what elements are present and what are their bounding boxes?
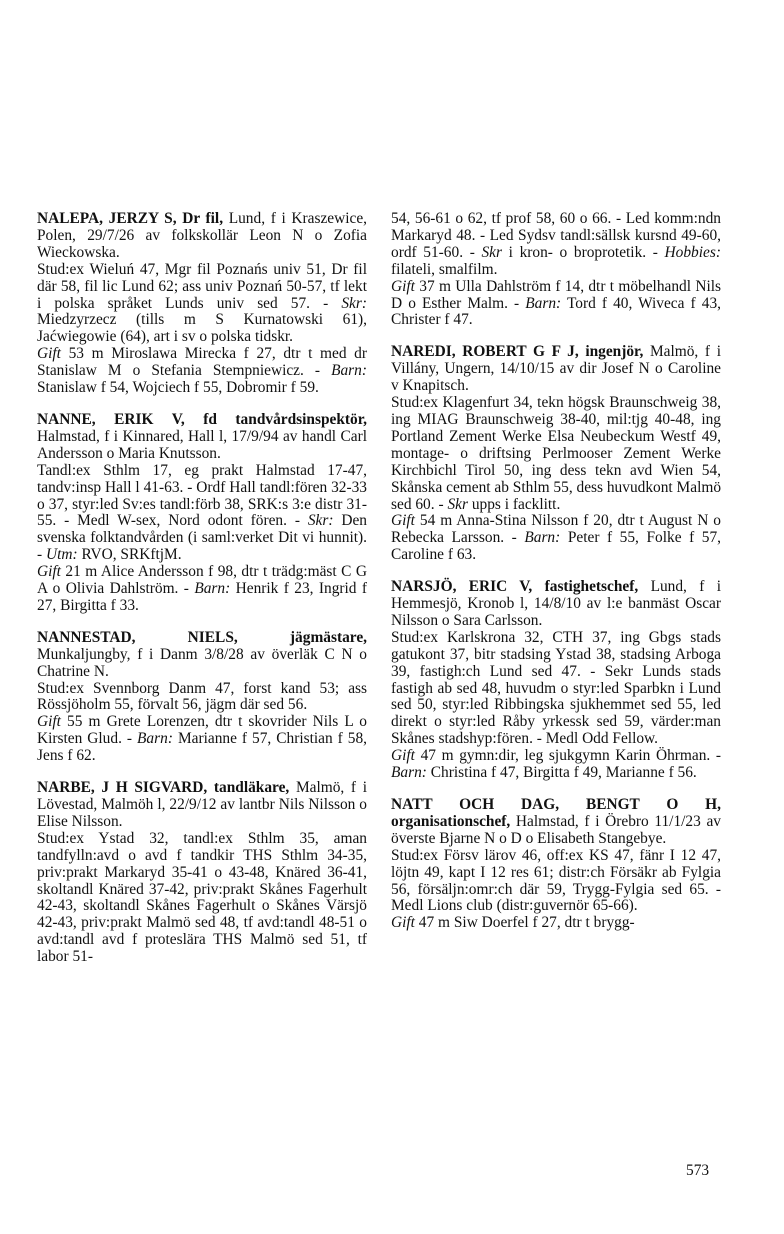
bio-entry <box>391 797 721 932</box>
field-text: 55 m Grete Lorenzen, dtr t skovrider Nils L o Kirsten Glud. - <box>37 713 367 748</box>
bio-entry <box>391 211 721 329</box>
entry-paragraph <box>391 748 721 782</box>
entry-paragraph <box>37 463 367 564</box>
field-text: Tord f 40, Wiveca f 43, Christer f 47. <box>391 294 721 329</box>
field-text: Marianne f 57, Christian f 58, Jens f 62. <box>37 730 367 765</box>
field-text: Henrik f 23, Ingrid f 27, Birgitta f 33. <box>37 580 367 614</box>
person-title: organisationschef, <box>391 812 511 830</box>
entry-heading <box>37 630 367 681</box>
field-text: Stud:ex Svennborg Danm 47, forst kand 53; ass Rössjöholm 55, förvalt 56, jägm där sed 56. <box>37 679 367 714</box>
field-label: Gift <box>391 747 415 765</box>
field-text: Peter f 55, Folke f 57, Caroline f 63. <box>391 529 721 564</box>
bio-entry <box>37 412 367 615</box>
entry-paragraph <box>37 262 367 347</box>
field-text: 47 m gymn:dir, leg sjukgymn Karin Öhrman. - <box>414 747 721 765</box>
field-text: 54, 56-61 o 62, tf prof 58, 60 o 66. - Led komm:ndn Markaryd 48. - Led Sydsv tandl:sällsk kursnd 49-60, ordf 51-60. - <box>391 210 721 261</box>
field-text: Miedzyrzecz (tills m S Kurnatowski 61), Jaćwiegowie (64), art i sv o polska tidskr. <box>37 311 367 346</box>
field-label: Skr: <box>307 512 334 530</box>
field-label: Barn: <box>331 362 367 380</box>
bio-entry <box>37 211 367 397</box>
field-label: Barn: <box>391 764 427 782</box>
field-label: Barn: <box>137 730 173 748</box>
person-title: fd tandvårdsinspektör, <box>184 410 368 428</box>
field-text: i kron- o broprotetik. - <box>502 243 665 261</box>
person-name: NARBE, J H SIGVARD, <box>37 779 208 797</box>
field-text: Stanislaw f 54, Wojciech f 55, Dobromir f 59. <box>37 379 319 397</box>
field-label: Skr <box>481 243 502 261</box>
field-text: Stud:ex Klagenfurt 34, tekn högsk Braunschweig 38, ing MIAG Braunschweig 38-40, mil:tjg 40-48, ing Portland Zement Werke Elsa Neubeckum Westf 49, montage- o driftsing Perlmooser Zement Werke Kirchbichl Tirol 50, ing dess tekn avd Wien 54, Skånska cement ab Sthlm 55, dess huvudkont Malmö sed 60. - <box>391 394 722 513</box>
entry-paragraph <box>37 714 367 765</box>
entry-paragraph <box>391 279 721 330</box>
field-text: Stud:ex Karlskrona 32, CTH 37, ing Gbgs stads gatukont 37, bitr stadsing Ystad 38, stadsing Arboga 39, fastigh:ch Lund sed 47. - Sekr Lunds stads fastigh ab sed 48, huvudm o styr:led Sparbkn i Lund sed 50, styr:led Ribbingska sjukhemmet sed 55, led direkt o styr:led Råby yrkessk sed 59, värder:man Skånes stadshyp:fören. - Medl Odd Fellow. <box>391 628 721 748</box>
entry-heading <box>391 344 721 395</box>
field-label: Barn: <box>194 580 231 598</box>
entry-intro: Munkaljungby, f i Danm 3/8/28 av överläk C N o Chatrine N. <box>37 645 367 680</box>
entry-paragraph <box>37 831 367 966</box>
person-title: tandläkare, <box>207 779 290 797</box>
field-label: Gift <box>391 277 415 295</box>
field-text: upps i facklitt. <box>467 495 561 513</box>
bio-entry <box>391 579 721 782</box>
person-name: NANNE, ERIK V, <box>37 410 185 428</box>
entry-paragraph <box>391 915 721 932</box>
entry-intro: Halmstad, f i Kinnared, Hall l, 17/9/94 av handl Carl Andersson o Maria Knutsson. <box>37 427 367 462</box>
entry-paragraph <box>391 513 721 564</box>
field-text: Stud:ex Ystad 32, tandl:ex Sthlm 35, aman tandfylln:avd o avd f tandkir THS Sthlm 34-35, priv:prakt Markaryd 35-41 o 43-48, Knäred 36-41, skoltandl Knäred 37-42, priv:prakt Skånes Fagerhult 42-43, skoltandl Skånes Fagerhult o Skånes Värsjö 42-43, priv:prakt Malmö sed 48, tf avd:tandl 48-51 o avd:tandl avd f proteslära THS Malmö sed 51, tf labor 51- <box>37 829 367 966</box>
entry-paragraph <box>37 681 367 715</box>
field-text: Tandl:ex Sthlm 17, eg prakt Halmstad 17-47, tandv:insp Hall l 41-63. - Ordf Hall tandl:fören 32-33 o 37, styr:led Sv:es tandl:förb 38, SRK:s 3:e distr 31-55. - Medl W-sex, Nord odont fören. - <box>37 461 367 530</box>
bio-entry <box>37 630 367 765</box>
field-label: Gift <box>37 713 61 731</box>
entry-paragraph <box>391 848 721 916</box>
person-name: NANNESTAD, NIELS, <box>37 628 238 646</box>
person-title: ingenjör, <box>578 343 644 361</box>
entry-paragraph <box>37 346 367 397</box>
person-title: fastighetschef, <box>532 578 639 596</box>
bio-entry <box>37 780 367 966</box>
field-label: Skr: <box>341 294 367 312</box>
field-label: Utm: <box>45 546 78 564</box>
field-label: Gift <box>391 914 415 932</box>
entry-intro: Halmstad, f i Örebro 11/1/23 av överste Bjarne N o D o Elisabeth Stangebye. <box>391 812 721 847</box>
field-text: 54 m Anna-Stina Nilsson f 20, dtr t August N o Rebecka Larsson. - <box>391 512 721 547</box>
field-text: filateli, smalfilm. <box>391 260 498 278</box>
field-label: Gift <box>37 345 61 363</box>
field-text: Stud:ex Försv lärov 46, off:ex KS 47, fänr I 12 47, löjtn 49, kapt I 12 res 61; distr:ch Försäkr ab Fylgia 56, försäljn:omr:ch där 59, Trygg-Fylgia sed 65. - Medl Lions club (distr:guvernör 65-66). <box>391 846 721 915</box>
entry-paragraph <box>391 630 721 748</box>
entry-intro: Lund, f i Hemmesjö, Kronob l, 14/8/10 av l:e banmäst Oscar Nilsson o Sara Carlsson. <box>391 578 721 629</box>
field-text: 21 m Alice Andersson f 98, dtr t trädg:mäst C G A o Olivia Dahlström. - <box>37 563 367 598</box>
entry-heading <box>391 579 721 630</box>
field-label: Hobbies: <box>664 243 721 261</box>
entry-intro: Lund, f i Kraszewice, Polen, 29/7/26 av folkskollär Leon N o Zofia Wieckowska. <box>37 210 368 261</box>
entry-intro: Malmö, f i Villány, Ungern, 14/10/15 av dir Josef N o Caroline v Knapitsch. <box>391 343 721 395</box>
person-title: jägmästare, <box>237 628 368 646</box>
field-label: Skr <box>447 495 468 513</box>
entry-paragraph <box>391 395 721 513</box>
field-label: Gift <box>391 512 415 530</box>
person-name: NARSJÖ, ERIC V, <box>391 578 533 596</box>
field-label: Barn: <box>525 294 562 312</box>
entry-heading <box>391 797 721 848</box>
field-text: 37 m Ulla Dahlström f 14, dtr t möbelhandl Nils D o Esther Malm. - <box>391 277 721 312</box>
field-label: Gift <box>37 563 61 581</box>
person-name: NATT OCH DAG, BENGT O H, <box>391 796 721 813</box>
left-column <box>37 211 367 981</box>
right-column <box>391 211 721 947</box>
entry-heading <box>37 412 367 463</box>
bio-entry <box>391 344 721 564</box>
person-name: NAREDI, ROBERT G F J, <box>391 343 579 361</box>
entry-heading <box>37 780 367 831</box>
field-text: 47 m Siw Doerfel f 27, dtr t brygg- <box>414 914 635 932</box>
entry-paragraph <box>391 211 721 279</box>
entry-paragraph <box>37 564 367 615</box>
field-label: Barn: <box>524 529 561 547</box>
person-name: NALEPA, JERZY S, Dr fil, <box>37 210 224 227</box>
field-text: Stud:ex Wieluń 47, Mgr fil Poznańs univ 51, Dr fil där 58, fil lic Lund 62; ass univ Poznań 50-57, tf lekt i polska språket Lunds univ sed 57. - <box>37 260 367 312</box>
field-text: Den svenska folktandvården (i saml:verket Dit vi hunnit). - <box>37 512 367 564</box>
entry-intro: Malmö, f i Lövestad, Malmöh l, 22/9/12 av lantbr Nils Nilsson o Elise Nilsson. <box>37 779 367 830</box>
entry-heading <box>37 211 367 262</box>
field-text: Christina f 47, Birgitta f 49, Marianne f 56. <box>426 764 697 782</box>
field-text: RVO, SRKftjM. <box>77 546 182 564</box>
page-number: 573 <box>686 1162 710 1179</box>
field-text: 53 m Miroslawa Mirecka f 27, dtr t med dr Stanislaw M o Stefania Stempniewicz. - <box>37 345 367 380</box>
